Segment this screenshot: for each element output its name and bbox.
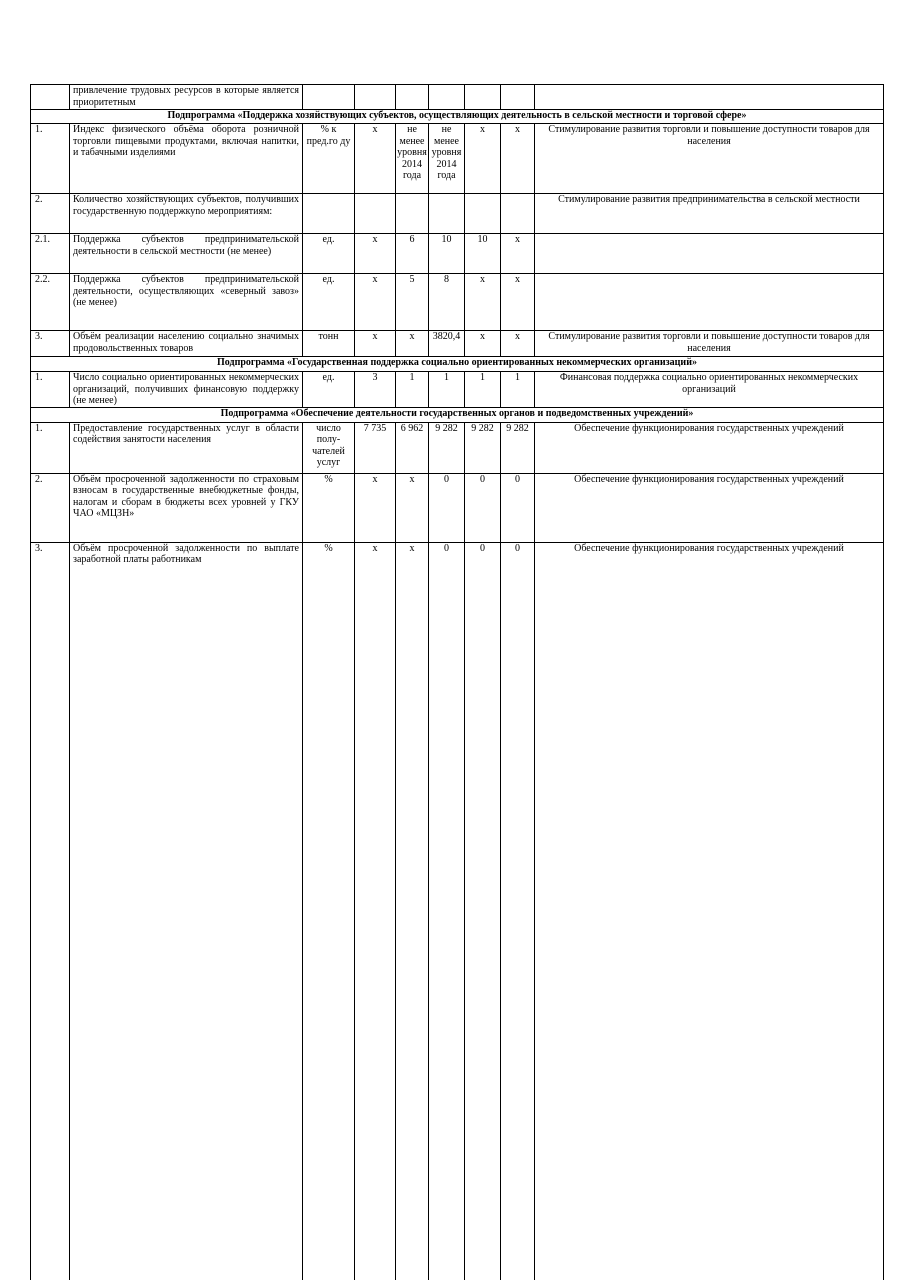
value-cell-2: х <box>396 331 429 357</box>
table-row <box>31 331 884 357</box>
unit-cell: % <box>303 473 355 542</box>
unit-cell: % <box>303 542 355 1280</box>
unit-cell <box>303 85 355 110</box>
table-row <box>31 422 884 473</box>
subprogram-title: Подпрограмма «Обеспечение деятельности государственных органов и подведомственных учреждений» <box>31 407 884 422</box>
indicator-name: Индекс физического объёма оборота розничной торговли пищевыми продуктами, включая напитки, и табачными изделиями <box>70 124 303 194</box>
table-row <box>31 372 884 408</box>
value-cell-5: х <box>501 331 535 357</box>
row-number: 2. <box>31 473 70 542</box>
subprogram-header-row <box>31 407 884 422</box>
value-cell-3: 0 <box>429 473 465 542</box>
subprogram-title: Подпрограмма «Поддержка хозяйствующих субъектов, осуществляющих деятельность в сельской местности и торговой сфере» <box>31 110 884 124</box>
unit-cell: ед. <box>303 234 355 274</box>
unit-cell: ед. <box>303 274 355 331</box>
value-cell-3: 8 <box>429 274 465 331</box>
table-row <box>31 234 884 274</box>
value-cell-5 <box>501 85 535 110</box>
value-cell-1: 7 735 <box>355 422 396 473</box>
value-cell-3: не менее уровня 2014 года <box>429 124 465 194</box>
goal-cell: Обеспечение функционирования государственных учреждений <box>535 542 884 1280</box>
value-cell-3: 1 <box>429 372 465 408</box>
goal-cell <box>535 274 884 331</box>
value-cell-4: х <box>465 124 501 194</box>
value-cell-5: х <box>501 234 535 274</box>
value-cell-4: 10 <box>465 234 501 274</box>
indicator-name: Объём просроченной задолженности по страховым взносам в государственные внебюджетные фонды, налогам и сборам в бюджеты всех уровней у ГКУ ЧАО «МЦЗН» <box>70 473 303 542</box>
value-cell-3: 3820,4 <box>429 331 465 357</box>
row-number: 2. <box>31 194 70 234</box>
unit-cell: число полу-чателей услуг <box>303 422 355 473</box>
value-cell-2: 6 962 <box>396 422 429 473</box>
row-number: 3. <box>31 542 70 1280</box>
value-cell-1: х <box>355 274 396 331</box>
value-cell-2 <box>396 85 429 110</box>
unit-cell: тонн <box>303 331 355 357</box>
table-row <box>31 85 884 110</box>
subprogram-title: Подпрограмма «Государственная поддержка социально ориентированных некоммерческих организаций» <box>31 357 884 372</box>
row-number <box>31 85 70 110</box>
indicator-name: Поддержка субъектов предпринимательской деятельности, осуществляющих «северный завоз» (не менее) <box>70 274 303 331</box>
subprogram-header-row <box>31 357 884 372</box>
value-cell-2 <box>396 194 429 234</box>
value-cell-4: 1 <box>465 372 501 408</box>
value-cell-4 <box>465 85 501 110</box>
row-number: 3. <box>31 331 70 357</box>
indicator-name: Поддержка субъектов предпринимательской деятельности в сельской местности (не менее) <box>70 234 303 274</box>
row-number: 1. <box>31 124 70 194</box>
indicator-name: Предоставление государственных услуг в области содействия занятости населения <box>70 422 303 473</box>
table-row <box>31 473 884 542</box>
value-cell-5: 0 <box>501 473 535 542</box>
indicator-name: Количество хозяйствующих субъектов, получивших государственную поддержкуnо мероприятиям: <box>70 194 303 234</box>
unit-cell: ед. <box>303 372 355 408</box>
goal-cell: Обеспечение функционирования государственных учреждений <box>535 422 884 473</box>
value-cell-1: х <box>355 331 396 357</box>
indicators-table <box>30 84 884 1280</box>
value-cell-2: х <box>396 473 429 542</box>
value-cell-4: 0 <box>465 473 501 542</box>
value-cell-4: х <box>465 331 501 357</box>
row-number: 1. <box>31 422 70 473</box>
value-cell-3: 10 <box>429 234 465 274</box>
value-cell-3 <box>429 194 465 234</box>
value-cell-4: х <box>465 274 501 331</box>
value-cell-1: х <box>355 542 396 1280</box>
value-cell-4 <box>465 194 501 234</box>
row-number: 2.1. <box>31 234 70 274</box>
table-row <box>31 124 884 194</box>
value-cell-2: 6 <box>396 234 429 274</box>
value-cell-5: х <box>501 124 535 194</box>
value-cell-3 <box>429 85 465 110</box>
goal-cell <box>535 234 884 274</box>
value-cell-1: х <box>355 234 396 274</box>
goal-cell: Финансовая поддержка социально ориентированных некоммерческих организаций <box>535 372 884 408</box>
value-cell-1: х <box>355 473 396 542</box>
value-cell-3: 0 <box>429 542 465 1280</box>
value-cell-5: 1 <box>501 372 535 408</box>
row-number: 2.2. <box>31 274 70 331</box>
value-cell-2: 5 <box>396 274 429 331</box>
value-cell-4: 0 <box>465 542 501 1280</box>
value-cell-4: 9 282 <box>465 422 501 473</box>
value-cell-5: х <box>501 274 535 331</box>
goal-cell: Стимулирование развития предпринимательства в сельской местности <box>535 194 884 234</box>
indicator-name: Объём реализации населению социально значимых продовольственных товаров <box>70 331 303 357</box>
indicator-name: Объём просроченной задолженности по выплате заработной платы работникам <box>70 542 303 1280</box>
unit-cell <box>303 194 355 234</box>
value-cell-5: 0 <box>501 542 535 1280</box>
value-cell-5: 9 282 <box>501 422 535 473</box>
value-cell-5 <box>501 194 535 234</box>
indicator-name: Число социально ориентированных некоммерческих организаций, получивших финансовую поддержку (не менее) <box>70 372 303 408</box>
value-cell-1: х <box>355 124 396 194</box>
value-cell-2: 1 <box>396 372 429 408</box>
value-cell-1 <box>355 194 396 234</box>
goal-cell <box>535 85 884 110</box>
value-cell-1 <box>355 85 396 110</box>
value-cell-1: 3 <box>355 372 396 408</box>
table-row <box>31 542 884 1280</box>
value-cell-2: не менее уровня 2014 года <box>396 124 429 194</box>
goal-cell: Стимулирование развития торговли и повышение доступности товаров для населения <box>535 331 884 357</box>
goal-cell: Стимулирование развития торговли и повышение доступности товаров для населения <box>535 124 884 194</box>
indicator-name: привлечение трудовых ресурсов в которые является приоритетным <box>70 85 303 110</box>
table-row <box>31 274 884 331</box>
value-cell-3: 9 282 <box>429 422 465 473</box>
subprogram-header-row <box>31 110 884 124</box>
goal-cell: Обеспечение функционирования государственных учреждений <box>535 473 884 542</box>
row-number: 1. <box>31 372 70 408</box>
value-cell-2: х <box>396 542 429 1280</box>
table-row <box>31 194 884 234</box>
unit-cell: % к пред.го ду <box>303 124 355 194</box>
